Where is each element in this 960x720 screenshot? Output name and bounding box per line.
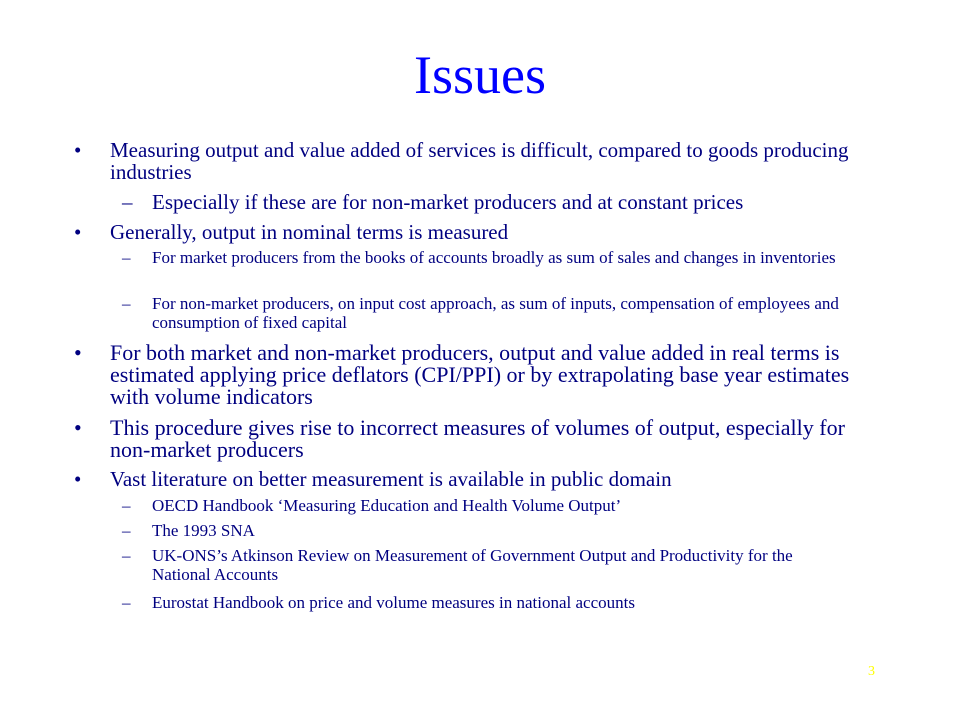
page-number: 3 — [868, 664, 875, 679]
bullet-marker: • — [74, 220, 82, 244]
sub-bullet-item — [122, 522, 842, 541]
sub-bullet-text: The 1993 SNA — [152, 521, 255, 540]
bullet-marker: • — [74, 340, 82, 365]
sub-bullet-text: For non-market producers, on input cost approach, as sum of inputs, compensation of employees and consumption of fixed capital — [152, 294, 839, 332]
bullet-text: For both market and non-market producers, output and value added in real terms is estimated applying price deflators (CPI/PPI) or by extrapolating base year estimates with volume indicators — [110, 340, 850, 409]
sub-bullet-item — [122, 249, 842, 268]
bullet-item — [74, 342, 864, 408]
sub-bullet-item — [122, 497, 842, 516]
sub-bullet-text: OECD Handbook ‘Measuring Education and Health Volume Output’ — [152, 496, 622, 515]
sub-bullet-text: Especially if these are for non-market producers and at constant prices — [152, 190, 744, 214]
sub-bullet-item — [122, 192, 852, 214]
dash-marker: – — [122, 248, 131, 267]
sub-bullet-item — [122, 547, 842, 584]
sub-bullet-text: For market producers from the books of accounts broadly as sum of sales and changes in inventories — [152, 248, 836, 267]
sub-bullet-item — [122, 295, 842, 332]
bullet-marker: • — [74, 138, 82, 162]
sub-bullet-item — [122, 594, 842, 613]
bullet-text: This procedure gives rise to incorrect measures of volumes of output, especially for non-market producers — [110, 415, 845, 462]
sub-bullet-text: UK-ONS’s Atkinson Review on Measurement of Government Output and Productivity for the National Accounts — [152, 546, 793, 584]
dash-marker: – — [122, 521, 131, 540]
dash-marker: – — [122, 294, 131, 313]
bullet-item — [74, 469, 864, 491]
bullet-text: Vast literature on better measurement is available in public domain — [110, 467, 672, 491]
dash-marker: – — [122, 593, 131, 612]
dash-marker: – — [122, 190, 133, 214]
bullet-marker: • — [74, 415, 82, 440]
sub-bullet-text: Eurostat Handbook on price and volume measures in national accounts — [152, 593, 635, 612]
slide-title: Issues — [414, 45, 546, 105]
bullet-text: Generally, output in nominal terms is measured — [110, 220, 509, 244]
bullet-item — [74, 140, 864, 183]
bullet-item — [74, 222, 864, 244]
dash-marker: – — [122, 546, 131, 565]
bullet-text: Measuring output and value added of services is difficult, compared to goods producing industries — [110, 138, 849, 184]
bullet-marker: • — [74, 467, 82, 491]
dash-marker: – — [122, 496, 131, 515]
bullet-item — [74, 417, 864, 461]
